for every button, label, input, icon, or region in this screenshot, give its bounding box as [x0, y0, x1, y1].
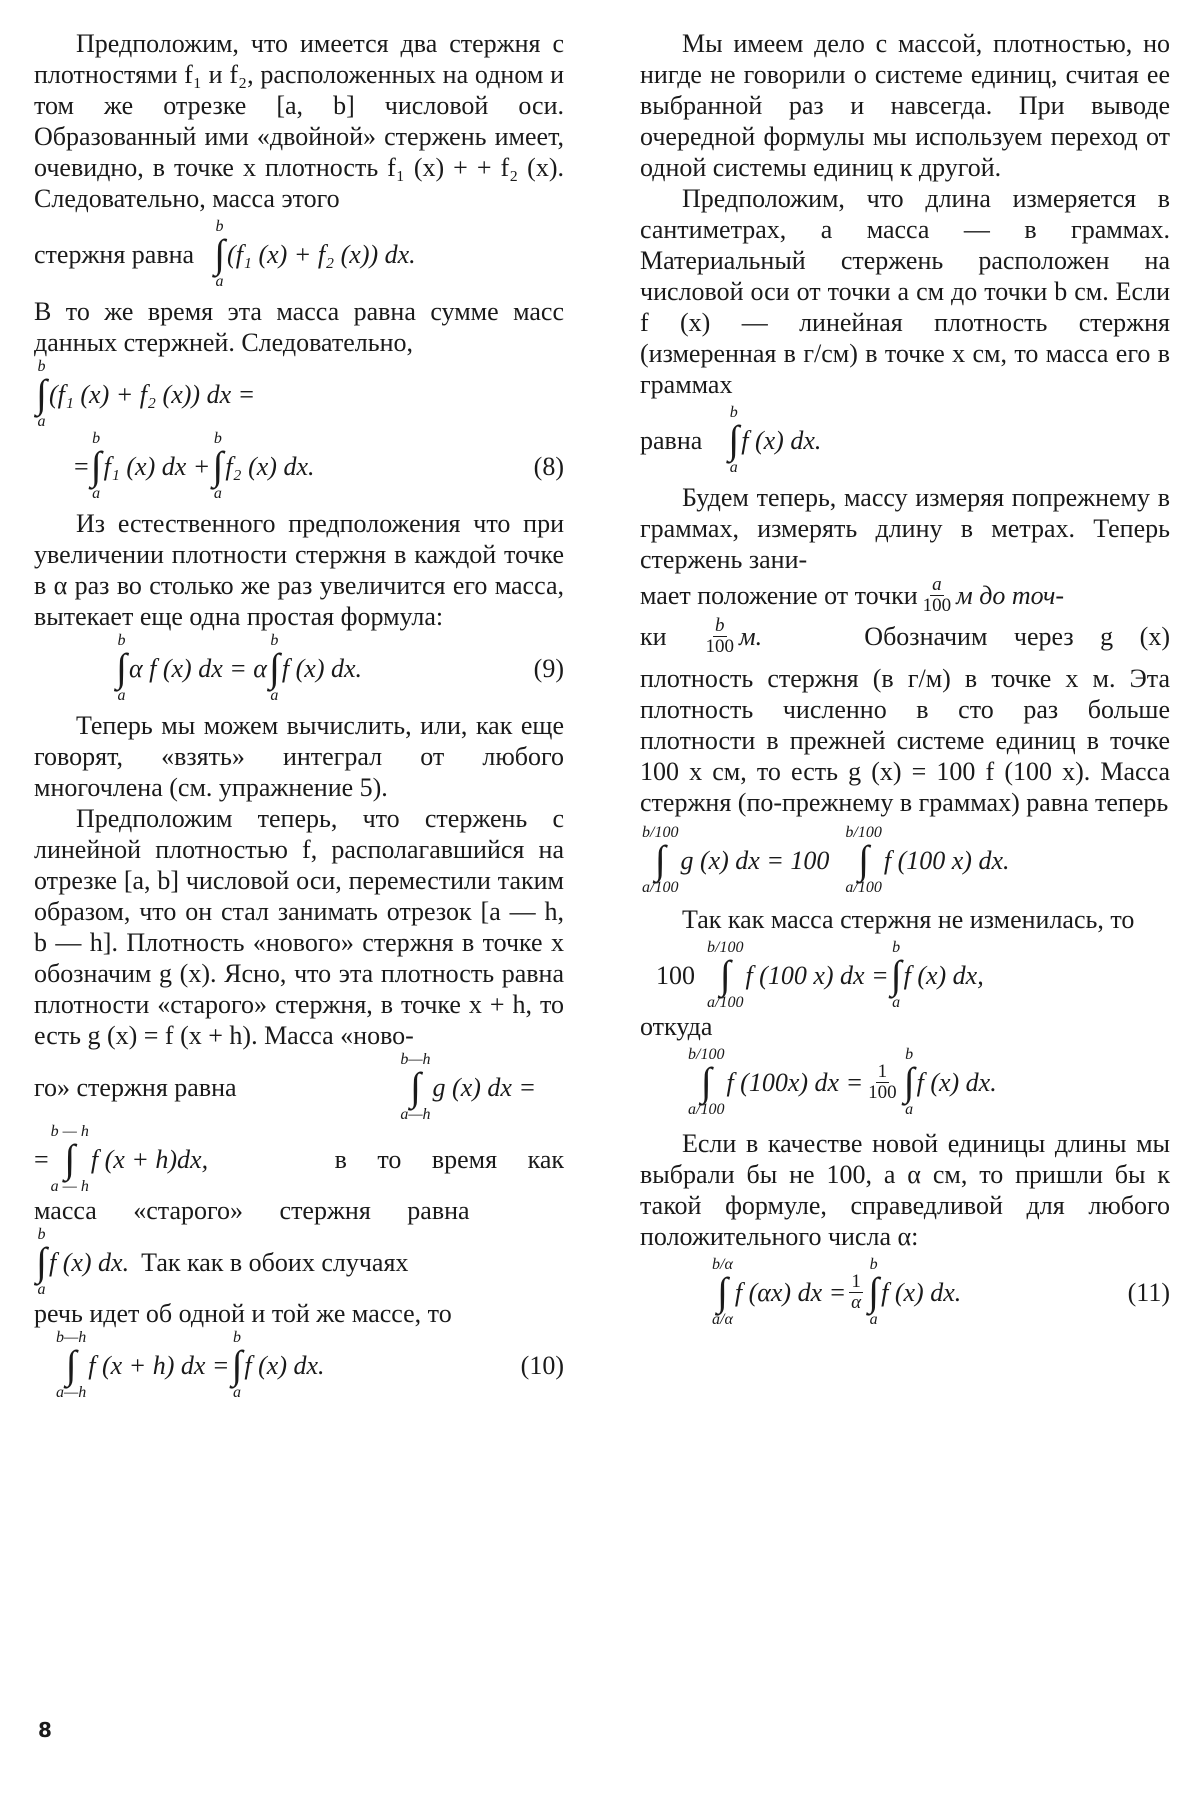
eq-mass-equal: 100 b/100 ∫ a/100 f (100 x) dx = b ∫ a f (x) dx, — [656, 939, 984, 1011]
eq9: b ∫ a α f (x) dx = α b ∫ a f (x) dx. (9) — [116, 632, 564, 704]
paragraph-whence: откуда — [640, 1012, 713, 1041]
paragraph-new-density: плотность стержня (в г/м) в точке x м. Эта плотность численно в сто раз больше плотности в прежней системе единиц в точке 100 x см, то есть g (x) = 100 f (100 x). Масса стержня (по-прежнему в граммах) равна теперь — [640, 664, 1170, 817]
eq-scaled-100: b/100 ∫ a/100 f (100x) dx = $\frac{1}{100}$ b ∫ a f (x) dx. — [688, 1046, 997, 1118]
eq10: b—h ∫ a—h f (x + h) dx = b ∫ a f (x) dx. (10) — [56, 1329, 564, 1401]
mass-sum-line — [34, 218, 564, 290]
paragraph-cm-grams: Предположим, что длина измеряется в сантиметрах, а масса — в граммах. Материальный стержень расположен на числовой оси от точки a см до точки b см. Если f (x) — линейная плотность стержня (измеренная в г/см) в точке x см, то масса его в граммах — [640, 184, 1170, 399]
paragraph-same-mass: речь идет об одной и той же массе, то — [34, 1299, 452, 1328]
mass-grams-line: равна b ∫ a f (x) dx. — [640, 404, 822, 476]
equation-number-11: (11) — [1127, 1277, 1170, 1307]
old-rod-integral-line: b ∫ a f (x) dx. Так как в обоих случаях — [36, 1226, 409, 1298]
paragraph-shift: Предположим теперь, что стержень с линейной плотностью f, располагавшийся на отрезке [a, b] числовой оси, переместили таким образом, что он стал занимать отрезок [a — h, b — h]. Плотность «нового» стержня в точке x обозначим g (x). Ясно, что эта плотность равна плотности «старого» стержня, в точке x + h, то есть g (x) = f (x + h). Масса «ново- — [34, 804, 564, 1050]
right-column — [640, 28, 1170, 1328]
denote-line: ки $\frac{b}{100}$ м. Обозначим через g (x) — [640, 615, 1170, 657]
eq8-line2: = b ∫ a f₁ (x) dx + b ∫ a f₂ (x) dx. (8) — [74, 430, 564, 502]
eq8-line1: b ∫ a (f₁ (x) + f₂ (x)) dx = — [36, 358, 256, 430]
equation-number-9: (9) — [533, 653, 564, 683]
mass-sum-expr: (f₁ (x) + f₂ (x)) dx. — [227, 239, 416, 269]
position-line: мает положение от точки $\frac{a}{100}$ м до точ- — [640, 574, 1065, 616]
paragraph-density-scaling: Из естественного предположения что при увеличении плотности стержня в каждой точке в α раз во столько же раз увеличится его масса, вытекает еще одна простая формула: — [34, 509, 564, 631]
new-rod-mass-line: го» стержня равна b—h ∫ a—h g (x) dx = — [34, 1051, 536, 1123]
equation-number-10: (10) — [520, 1350, 564, 1380]
mass-sum-label: стержня равна — [34, 239, 195, 269]
paragraph-general-unit: Если в качестве новой единицы длины мы выбрали бы не 100, а α см, то пришли бы к такой формуле, справедливой для любого положительного числа α: — [640, 1129, 1170, 1251]
shifted-integral-line: = b — h ∫ a — h f (x + h)dx, в то время как — [34, 1123, 564, 1195]
old-rod-mass-line: масса «старого» стержня равна — [34, 1196, 470, 1225]
page-number: 8 — [38, 1718, 52, 1742]
left-column — [34, 28, 564, 1401]
paragraph-mass-unchanged: Так как масса стержня не изменилась, то — [682, 905, 1135, 934]
paragraph-two-rods: Предположим, что имеется два стержня с плотностями f₁ и f₂, расположенных на одном и том же отрезке [a, b] числовой оси. Образованный ими «двойной» стержень имеет, очевидно, в точке x плотность f₁ (x) + + f₂ (x). Следовательно, масса этого — [34, 29, 564, 213]
paragraph-polynomial: Теперь мы можем вычислить, или, как еще говорят, «взять» интеграл от любого многочлена (см. упражнение 5). — [34, 711, 564, 802]
eq11: b/α ∫ a/α f (αx) dx = $\frac{1}{\alpha}$ b ∫ a f (x) dx. (11) — [712, 1256, 1170, 1328]
paragraph-units: Мы имеем дело с массой, плотностью, но нигде не говорили о системе единиц, считая ее выбранной раз и навсегда. При выводе очередной формулы мы используем переход от одной системы единиц к другой. — [640, 29, 1170, 182]
equation-number-8: (8) — [533, 451, 564, 481]
paragraph-meters: Будем теперь, массу измеряя попрежнему в граммах, измерять длину в метрах. Теперь стержень зани- — [640, 483, 1170, 574]
paragraph-mass-sum: В то же время эта масса равна сумме масс данных стержней. Следовательно, — [34, 297, 564, 357]
eq-g-mass: b/100 ∫ a/100 g (x) dx = 100 b/100 ∫ a/100 f (100 x) dx. — [642, 824, 1010, 896]
integral-a-b: b ∫ a — [214, 218, 226, 290]
